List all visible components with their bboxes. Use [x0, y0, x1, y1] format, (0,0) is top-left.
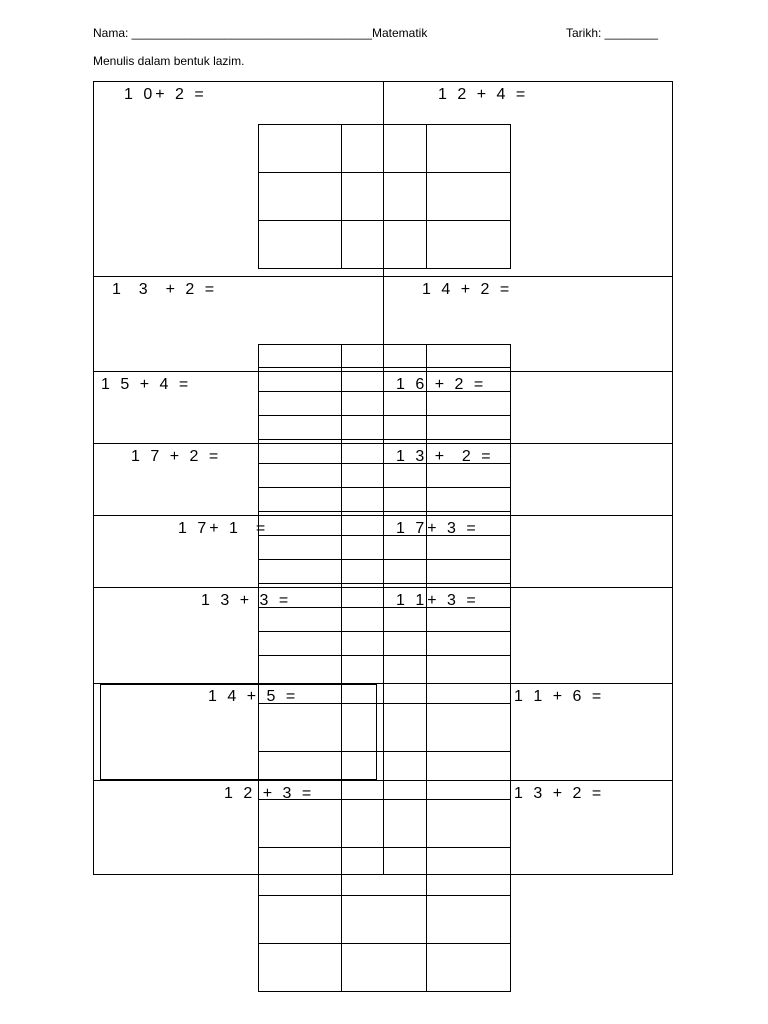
- grid-line: [341, 124, 342, 269]
- question-15: 1 2 + 3 =: [224, 785, 315, 802]
- question-3: 1 3 + 2 =: [112, 281, 218, 298]
- question-14: 1 1 + 6 =: [514, 688, 605, 705]
- grid-line: [258, 895, 511, 896]
- grid-line: [258, 751, 511, 752]
- question-11: 1 3 + 3 =: [201, 592, 292, 609]
- question-9: 1 7+ 1 =: [178, 520, 269, 537]
- grid-line: [258, 415, 511, 416]
- grid-line: [258, 943, 511, 944]
- grid-line: [258, 655, 511, 656]
- question-16: 1 3 + 2 =: [514, 785, 605, 802]
- answer-grid-top: [258, 124, 511, 269]
- question-2: 1 2 + 4 =: [438, 86, 529, 103]
- grid-line: [258, 847, 511, 848]
- question-4: 1 4 + 2 =: [422, 281, 513, 298]
- question-13: 1 4 + 5 =: [208, 688, 299, 705]
- grid-line: [258, 487, 511, 488]
- grid-line: [258, 220, 511, 221]
- date-field[interactable]: Tarikh: ________: [566, 26, 659, 40]
- grid-line: [426, 124, 427, 269]
- grid-line: [258, 367, 511, 368]
- instruction-text: Menulis dalam bentuk lazim.: [93, 54, 245, 68]
- subject-title: Matematik: [372, 26, 428, 40]
- name-field[interactable]: Nama: ____________________________________: [93, 26, 372, 40]
- question-1: 1 0+ 2 =: [124, 86, 207, 103]
- question-5: 1 5 + 4 =: [101, 376, 192, 393]
- question-7: 1 7 + 2 =: [131, 448, 222, 465]
- grid-line: [258, 559, 511, 560]
- grid-line: [258, 439, 511, 440]
- grid-line: [258, 172, 511, 173]
- grid-line: [258, 631, 511, 632]
- question-12: 1 1+ 3 =: [396, 592, 479, 609]
- grid-line: [258, 583, 511, 584]
- question-8: 1 3 + 2 =: [396, 448, 494, 465]
- question-10: 1 7+ 3 =: [396, 520, 479, 537]
- grid-line: [258, 511, 511, 512]
- question-6: 1 6 + 2 =: [396, 376, 487, 393]
